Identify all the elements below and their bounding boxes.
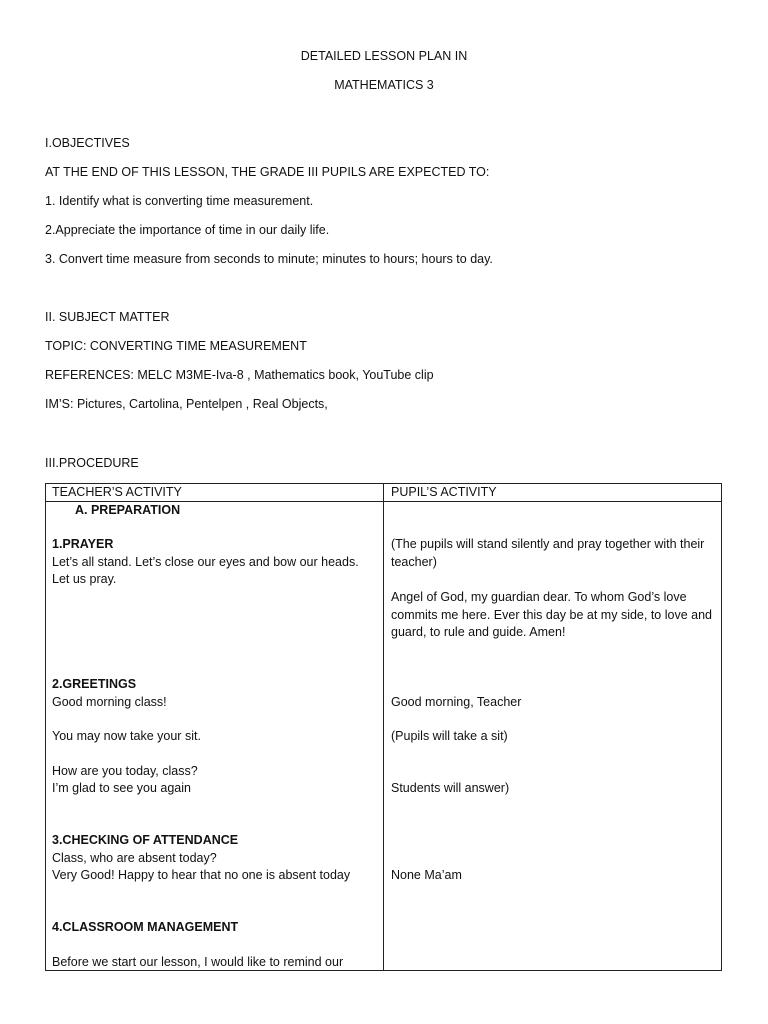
attendance-heading: 3.CHECKING OF ATTENDANCE [52,833,239,847]
table-column-divider [383,484,384,970]
prayer-pupil-line2: teacher) [391,554,437,569]
subject-matter-heading: II. SUBJECT MATTER [45,310,170,324]
objectives-heading: I.OBJECTIVES [45,136,130,150]
subject-topic: TOPIC: CONVERTING TIME MEASUREMENT [45,339,307,353]
attendance-pupil-line1: None Ma’am [391,868,462,882]
attendance-teacher-line2: Very Good! Happy to hear that no one is absent today [52,868,351,882]
subject-references: REFERENCES: MELC M3ME-Iva-8 , Mathematics book, YouTube clip [45,368,434,382]
procedure-table [45,483,722,971]
prayer-pupil-line3: Angel of God, my guardian dear. To whom God’s love [391,590,687,604]
prayer-teacher-line1: Let’s all stand. Let’s close our eyes and bow our heads. [52,554,359,569]
objective-item-1: 1. Identify what is converting time measurement. [45,194,314,208]
greetings-teacher-line1: Good morning class! [52,694,167,709]
objectives-intro: AT THE END OF THIS LESSON, THE GRADE III PUPILS ARE EXPECTED TO: [45,165,490,179]
procedure-heading: III.PROCEDURE [45,456,139,470]
greetings-heading: 2.GREETINGS [52,677,137,691]
management-teacher-line1: Before we start our lesson, I would like to remind our [52,955,344,969]
objective-item-3: 3. Convert time measure from seconds to minute; minutes to hours; hours to day. [45,252,493,266]
subject-ims: IM’S: Pictures, Cartolina, Pentelpen , Real Objects, [45,397,328,411]
prayer-pupil-line5: guard, to rule and guide. Amen! [391,625,566,639]
greetings-teacher-line2: You may now take your sit. [52,729,201,743]
greetings-pupil-line3: Students will answer) [391,781,510,795]
document-title-line1: DETAILED LESSON PLAN IN [300,49,468,63]
greetings-pupil-line2: (Pupils will take a sit) [391,729,508,743]
greetings-teacher-line3: How are you today, class? [52,763,198,778]
greetings-teacher-line4: I’m glad to see you again [52,781,191,795]
attendance-teacher-line1: Class, who are absent today? [52,850,217,865]
prayer-pupil-line1: (The pupils will stand silently and pray together with their [391,537,705,551]
objective-item-2: 2.Appreciate the importance of time in our daily life. [45,223,330,237]
prayer-teacher-line2: Let us pray. [52,572,117,586]
prayer-heading: 1.PRAYER [52,537,114,551]
column-header-teacher: TEACHER’S ACTIVITY [52,485,182,499]
section-a-preparation: A. PREPARATION [75,503,181,517]
prayer-pupil-line4: commits me here. Ever this day be at my side, to love and [391,607,712,622]
document-title-line2: MATHEMATICS 3 [334,78,434,92]
management-heading: 4.CLASSROOM MANAGEMENT [52,920,239,934]
greetings-pupil-line1: Good morning, Teacher [391,694,522,709]
column-header-pupil: PUPIL’S ACTIVITY [391,485,497,499]
